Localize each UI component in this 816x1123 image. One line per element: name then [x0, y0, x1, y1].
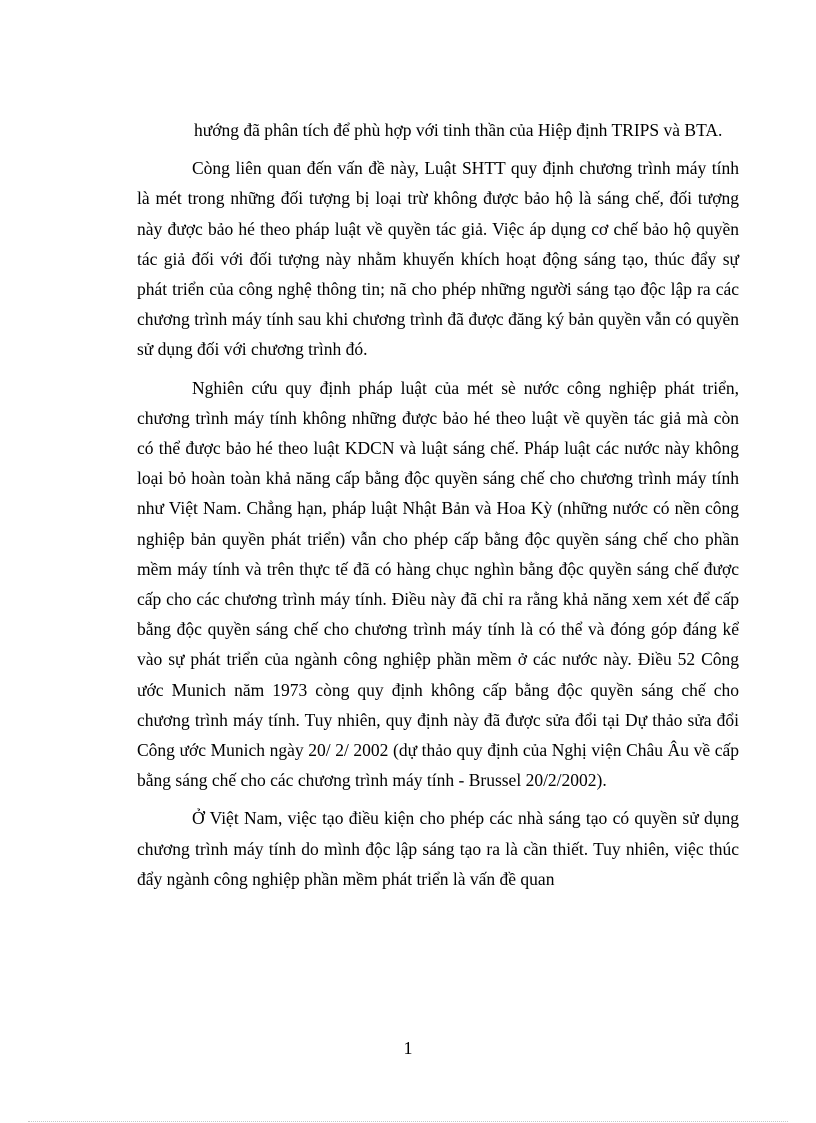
- page-body: [137, 115, 739, 894]
- paragraph-software-copyright: Còng liên quan đến vấn đề này, Luật SHTT quy định chương trình máy tính là mét trong những đối tượng bị loại trừ không được bảo hộ là sáng chế, đối tượng này được bảo hé theo pháp luật về quyền tác giả. Việc áp dụng cơ chế bảo hộ quyền tác giả đối với đối tượng này nhằm khuyến khích hoạt động sáng tạo, thúc đẩy sự phát triển của công nghệ thông tin; nã cho phép những người sáng tạo độc lập ra các chương trình máy tính sau khi chương trình đã được đăng ký bản quyền vẫn có quyền sử dụng đối với chương trình đó.: [137, 158, 739, 360]
- page-bottom-divider: [28, 1121, 788, 1122]
- paragraph-vietnam: Ở Việt Nam, việc tạo điều kiện cho phép các nhà sáng tạo có quyền sử dụng chương trình máy tính do mình độc lập sáng tạo ra là cần thiết. Tuy nhiên, việc thúc đẩy ngành công nghiệp phần mềm phát triển là vấn đề quan: [137, 808, 739, 889]
- paragraph-continuation: hướng đã phân tích để phù hợp với tinh thần của Hiệp định TRIPS và BTA.: [194, 120, 723, 140]
- page-number: 1: [403, 1038, 413, 1058]
- paragraph-foreign-law: Nghiên cứu quy định pháp luật của mét sè nước công nghiệp phát triển, chương trình máy tính không những được bảo hé theo luật về quyền tác giả mà còn có thể được bảo hé theo luật KDCN và luật sáng chế. Pháp luật các nước này không loại bỏ hoàn toàn khả năng cấp bằng độc quyền sáng chế cho chương trình máy tính như Việt Nam. Chẳng hạn, pháp luật Nhật Bản và Hoa Kỳ (những nước có nền công nghiệp bản quyền phát triển) vẫn cho phép cấp bằng độc quyền sáng chế cho phần mềm máy tính và trên thực tế đã có hàng chục nghìn bằng độc quyền sáng chế được cấp cho các chương trình máy tính. Điều này đã chỉ ra rằng khả năng xem xét để cấp bằng độc quyền sáng chế cho chương trình máy tính là có thể và đóng góp đáng kể vào sự phát triển của ngành công nghiệp phần mềm ở các nước này. Điều 52 Công ước Munich năm 1973 còng quy định không cấp bằng độc quyền sáng chế cho chương trình máy tính. Tuy nhiên, quy định này đã được sửa đổi tại Dự thảo sửa đổi Công ước Munich ngày 20/ 2/ 2002 (dự thảo quy định của Nghị viện Châu Âu về cấp bằng sáng chế cho các chương trình máy tính - Brussel 20/2/2002).: [137, 377, 739, 791]
